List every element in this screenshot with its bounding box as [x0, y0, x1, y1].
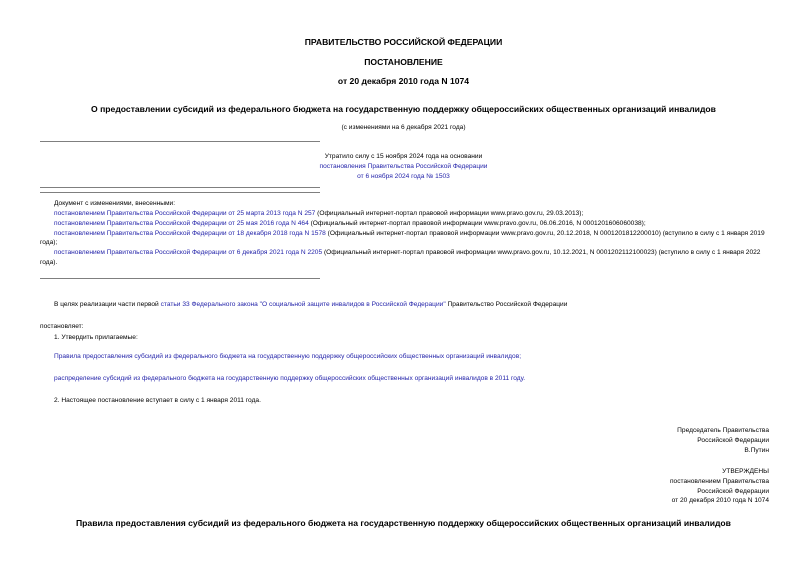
amendment-details: (Официальный интернет-портал правовой информации www.pravo.gov.ru, 20.12.2018, N 0001201812200010) (вступило в силу с 1 января 2019 года); — [40, 229, 765, 247]
amendment-link[interactable]: постановлением Правительства Российской Федерации от 25 марта 2013 года N 257 — [54, 210, 316, 217]
amendments-list — [40, 209, 766, 268]
approval-line: постановлением Правительства — [669, 477, 769, 485]
expired-link-1[interactable]: постановления Правительства Российской Федерации — [319, 163, 488, 170]
preamble — [54, 300, 567, 310]
clause-1: 1. Утвердить прилагаемые: — [54, 334, 138, 341]
amendment-details: (Официальный интернет-портал правовой информации www.pravo.gov.ru, 10.12.2021, N 0001202112100023) (вступило в силу с 1 января 2022 года). — [40, 249, 761, 266]
distribution-link[interactable]: распределение субсидий из федерального бюджета на государственную поддержку общероссийских общественных организаций инвалидов в 2011 году. — [54, 375, 526, 382]
amendment-note: (с изменениями на 6 декабря 2021 года) — [341, 124, 466, 131]
approval-line: Российской Федерации — [697, 487, 769, 495]
approval-block — [670, 467, 769, 506]
rules-title: Правила предоставления субсидий из федерального бюджета на государственную поддержку общероссийских общественных организаций инвалидов — [76, 518, 731, 528]
signature-position: Председатель Правительства — [677, 427, 769, 434]
amendment-item — [40, 248, 766, 268]
approval-heading: УТВЕРЖДЕНЫ — [722, 468, 769, 475]
expired-note: Утратило силу с 15 ноября 2024 года на основании — [324, 153, 483, 160]
rules-link[interactable]: Правила предоставления субсидий из федерального бюджета на государственную поддержку общероссийских общественных организаций инвалидов; — [54, 353, 522, 360]
government-heading: ПРАВИТЕЛЬСТВО РОССИЙСКОЙ ФЕДЕРАЦИИ — [304, 37, 503, 47]
clause-2: 2. Настоящее постановление вступает в силу с 1 января 2011 года. — [54, 397, 261, 404]
expired-link-2[interactable]: от 6 ноября 2024 года № 1503 — [357, 173, 450, 180]
divider — [40, 278, 320, 279]
preamble-text: Правительство Российской Федерации — [445, 301, 568, 308]
amendment-link[interactable]: постановлением Правительства Российской Федерации от 6 декабря 2021 года N 2205 — [54, 249, 323, 257]
signature-name: В.Путин — [744, 446, 769, 454]
amendment-item — [40, 229, 766, 249]
divider — [40, 187, 320, 188]
signature-country: Российской Федерации — [697, 436, 769, 444]
divider — [40, 141, 320, 142]
decrees-word: постановляет: — [40, 323, 84, 330]
preamble-text: В целях реализации части первой — [54, 301, 161, 308]
amendment-link[interactable]: постановлением Правительства Российской Федерации от 18 декабря 2018 года N 1578 — [54, 229, 326, 237]
amendment-details: (Официальный интернет-портал правовой информации www.pravo.gov.ru, 06.06.2016, N 0001201606060038); — [308, 219, 646, 227]
amendment-details: (Официальный интернет-портал правовой информации www.pravo.gov.ru, 29.03.2013); — [315, 210, 584, 217]
amendment-item — [40, 209, 766, 219]
signature-block — [677, 426, 769, 455]
amendment-link[interactable]: постановлением Правительства Российской Федерации от 25 мая 2016 года N 464 — [54, 219, 309, 227]
approval-line: от 20 декабря 2010 года N 1074 — [671, 497, 769, 505]
document-type: ПОСТАНОВЛЕНИЕ — [364, 57, 443, 67]
law-link[interactable]: статьи 33 Федерального закона "О социальной защите инвалидов в Российской Федерации" — [160, 301, 446, 308]
divider — [40, 192, 320, 193]
document-date-number: от 20 декабря 2010 года N 1074 — [337, 76, 470, 86]
amendment-item — [40, 219, 766, 229]
document-title: О предоставлении субсидий из федерального бюджета на государственную поддержку общероссийских общественных организаций инвалидов — [91, 104, 716, 114]
amendments-intro: Документ с изменениями, внесенными: — [54, 200, 176, 207]
